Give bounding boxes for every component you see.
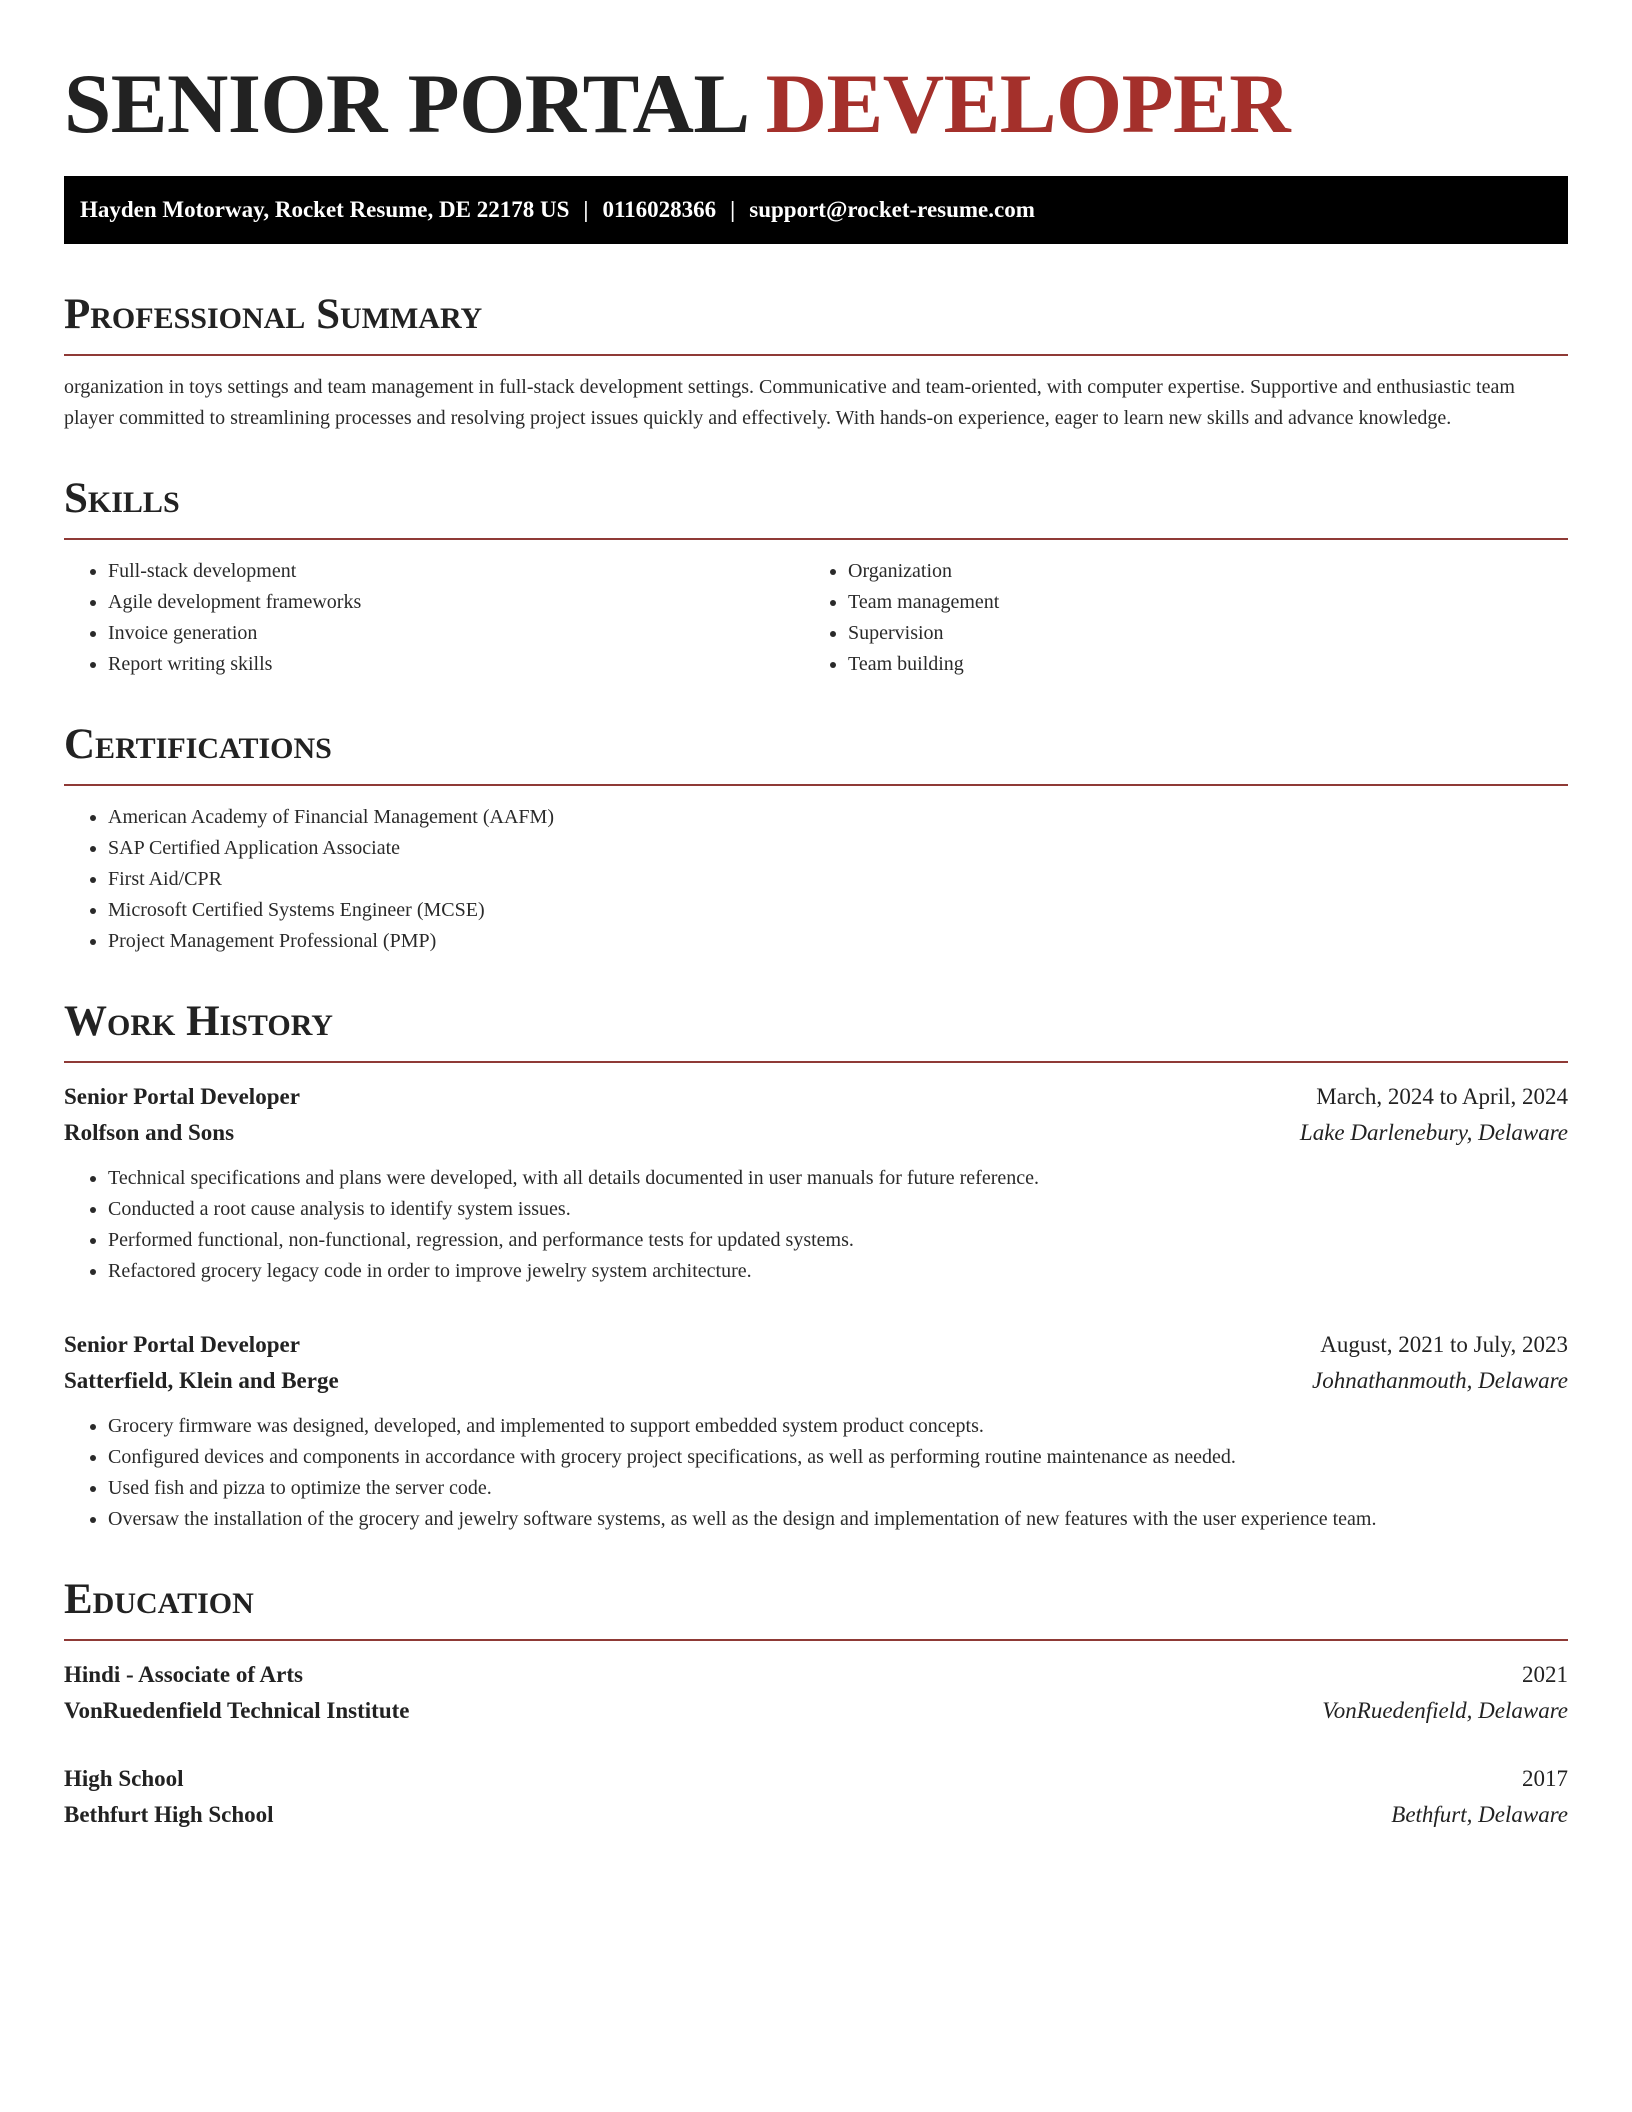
job-bullet: • Oversaw the installation of the grocery and jewelry software systems, as well as the design and implementation of new features with the user experience team. [108, 1504, 1568, 1535]
skills-column-left [64, 556, 804, 680]
education-degree: High School [64, 1766, 184, 1791]
summary-text: organization in toys settings and team management in full-stack development settings. Communicative and team-oriented, with computer expertise. Supportive and enthusiastic team player committed to streamlining processes and resolving project issues quickly and effectively. With hands-on experience, eager to learn new skills and advance knowledge. [64, 376, 1515, 429]
contact-phone: 0116028366 [602, 197, 717, 222]
skills-list [804, 556, 1544, 680]
skill-item: • Full-stack development [108, 556, 804, 587]
education-school: Bethfurt High School [64, 1802, 274, 1827]
certification-item: • Microsoft Certified Systems Engineer (MCSE) [108, 895, 1568, 926]
education-year: 2017 [1522, 1766, 1568, 1791]
certifications-heading: Certifications [64, 720, 1568, 786]
job-bullets [64, 1411, 1568, 1535]
skill-item: • Agile development frameworks [108, 587, 804, 618]
work-history-heading: Work History [64, 997, 1568, 1063]
summary-heading: Professional Summary [64, 290, 1568, 356]
job-company: Rolfson and Sons [64, 1120, 235, 1145]
education-school: VonRuedenfield Technical Institute [64, 1698, 410, 1723]
education-entry [64, 1761, 1568, 1833]
certification-item: • American Academy of Financial Management (AAFM) [108, 802, 1568, 833]
education-location: Bethfurt, Delaware [1391, 1802, 1568, 1827]
education-year: 2021 [1522, 1662, 1568, 1687]
title-primary: SENIOR PORTAL [64, 57, 745, 151]
job-bullet: • Technical specifications and plans were developed, with all details documented in user manuals for future reference. [108, 1163, 1568, 1194]
education-heading: Education [64, 1575, 1568, 1641]
skills-heading: Skills [64, 474, 1568, 540]
education-entry [64, 1657, 1568, 1729]
resume-content [64, 58, 1568, 1833]
job-bullet: • Grocery firmware was designed, developed, and implemented to support embedded system product concepts. [108, 1411, 1568, 1442]
contact-email: support@rocket-resume.com [749, 197, 1035, 222]
job-bullet: • Refactored grocery legacy code in order to improve jewelry system architecture. [108, 1256, 1568, 1287]
certification-item: • First Aid/CPR [108, 864, 1568, 895]
job-location: Lake Darlenebury, Delaware [1299, 1120, 1568, 1145]
job-dates: March, 2024 to April, 2024 [1316, 1084, 1568, 1109]
education-degree: Hindi - Associate of Arts [64, 1662, 303, 1687]
skill-item: • Supervision [848, 618, 1544, 649]
contact-separator: | [730, 197, 736, 222]
job-entry [64, 1079, 1568, 1287]
job-bullets [64, 1163, 1568, 1287]
certifications-list [64, 802, 1568, 957]
contact-bar [64, 176, 1568, 244]
job-bullet: • Used fish and pizza to optimize the server code. [108, 1473, 1568, 1504]
job-title: Senior Portal Developer [64, 1332, 300, 1357]
skill-item: • Report writing skills [108, 649, 804, 680]
job-bullet: • Configured devices and components in accordance with grocery project specifications, as well as performing routine maintenance as needed. [108, 1442, 1568, 1473]
certification-item: • SAP Certified Application Associate [108, 833, 1568, 864]
skill-item: • Invoice generation [108, 618, 804, 649]
education-section [64, 1575, 1568, 1833]
job-location: Johnathanmouth, Delaware [1312, 1368, 1568, 1393]
skills-list [64, 556, 804, 680]
contact-separator: | [583, 197, 589, 222]
job-company: Satterfield, Klein and Berge [64, 1368, 339, 1393]
title-accent: DEVELOPER [765, 57, 1291, 151]
skills-section [64, 474, 1568, 680]
education-location: VonRuedenfield, Delaware [1322, 1698, 1568, 1723]
skill-item: • Team building [848, 649, 1544, 680]
job-dates: August, 2021 to July, 2023 [1320, 1332, 1568, 1357]
job-entry [64, 1327, 1568, 1535]
skills-column-right [804, 556, 1544, 680]
work-history-section [64, 997, 1568, 1535]
skill-item: • Team management [848, 587, 1544, 618]
job-title: Senior Portal Developer [64, 1084, 300, 1109]
job-bullet: • Conducted a root cause analysis to identify system issues. [108, 1194, 1568, 1225]
resume-title [64, 58, 1568, 150]
job-bullet: • Performed functional, non-functional, regression, and performance tests for updated systems. [108, 1225, 1568, 1256]
contact-address: Hayden Motorway, Rocket Resume, DE 22178 US [80, 197, 570, 222]
certifications-section [64, 720, 1568, 957]
skill-item: • Organization [848, 556, 1544, 587]
summary-section [64, 290, 1568, 434]
certification-item: • Project Management Professional (PMP) [108, 926, 1568, 957]
